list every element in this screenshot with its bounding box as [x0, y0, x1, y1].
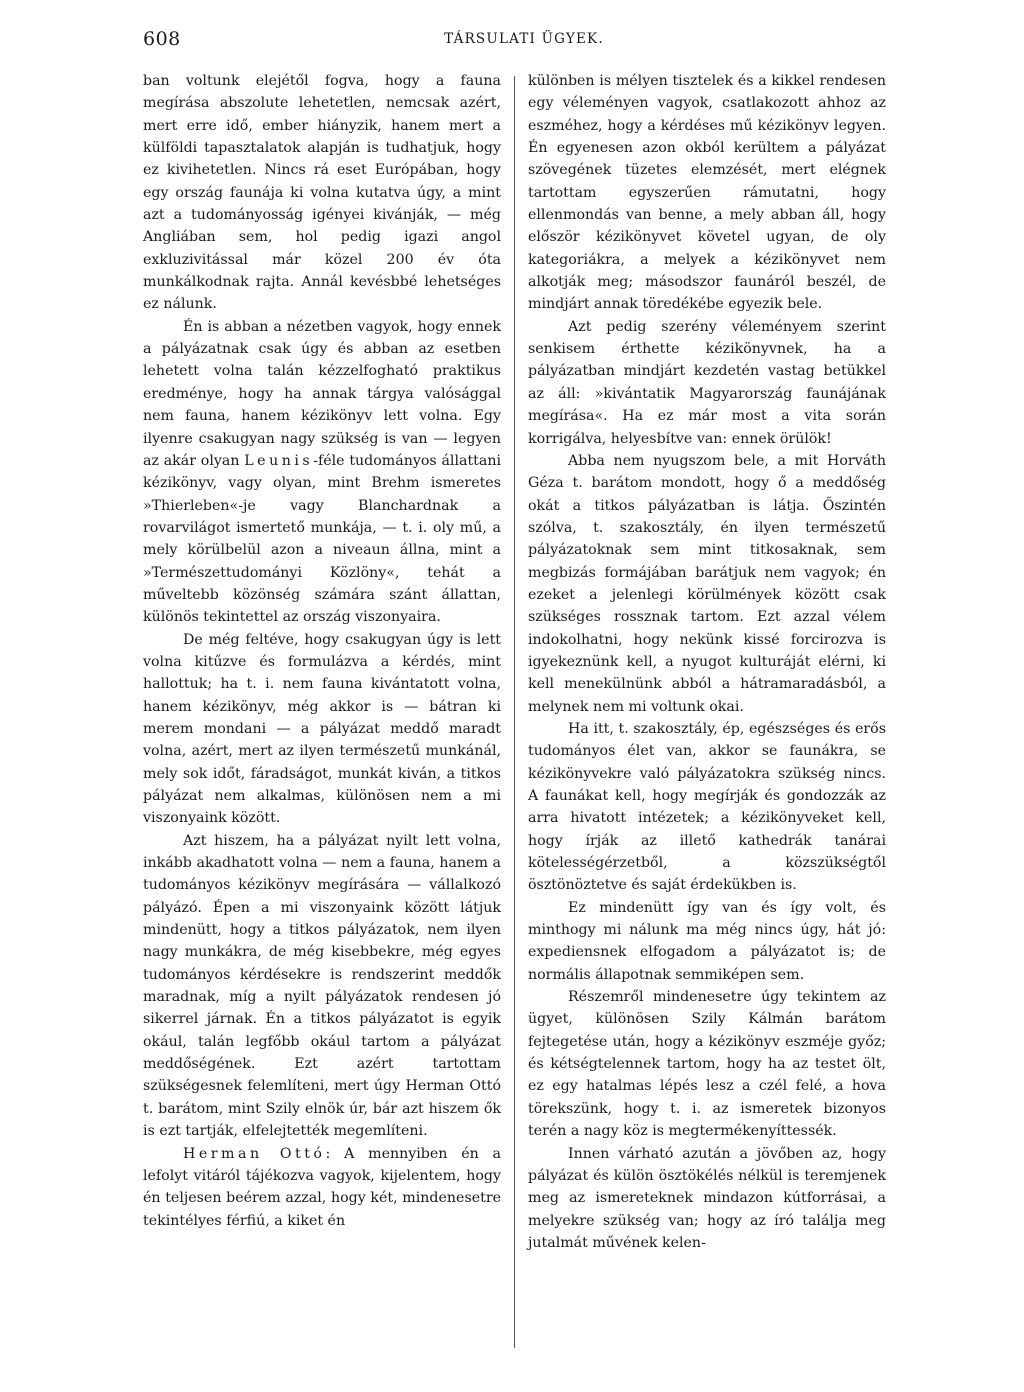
- paragraph: Abba nem nyugszom bele, a mit Horváth Géza t. barátom mondott, hogy ő a meddőség okát a titkos pályázatban is látja. Őszintén szólva, t. szakosztály, én ilyen természetű pályázatoknak sem mint titkosaknak, sem megbizás formájában barátjuk nem vagyok; én ezeket a jelenlegi körülmények között csak szükséges rossznak tartom. Ezt azzal vélem indokolhatni, hogy nekünk kissé forcirozva is igyekeznünk kell, a nyugot kulturáját elérni, ki kell menekülnünk abból a hátramaradásból, a melynek nem mi voltunk okai.: [528, 452, 886, 715]
- paragraph-text: : A mennyiben én a lefolyt vitáról tájékozva vagyok, kijelentem, hogy én teljesen beérem azzal, hogy két, mindenesetre tekintélyes férfiú, a kiket én: [143, 1145, 501, 1229]
- left-column: [143, 70, 501, 1232]
- paragraph: Azt hiszem, ha a pályázat nyilt lett volna, inkább akadhatott volna — nem a fauna, hanem a tudományos kézikönyv megírására — vállalkozó pályázó. Épen a mi viszonyaink között látjuk mindenütt, hogy a titkos pályázatok, nem ilyen nagy munkákra, de még kisebbekre, még egyes tudományos kérdésekre is rendszerint meddők maradnak, míg a nyilt pályázatok rendesen jó sikerrel járnak. Én a titkos pályázatot is egyik okául, talán legfőbb okául tartom a pályázat meddőségének. Ezt azért tartottam szükségesnek felemlíteni, mert úgy Herman Ottó t. barátom, mint Szily elnök úr, bár azt hiszem ők is ezt tartják, elfelejtették megemlíteni.: [143, 832, 501, 1140]
- paragraph: [143, 1143, 501, 1232]
- paragraph: Részemről mindenesetre úgy tekintem az ügyet, különösen Szily Kálmán barátom fejtegetése után, hogy a kézikönyv eszméje győz; és kétségtelennek tartom, hogy ha az testet ölt, ez egy hatalmas lépés lesz a czél felé, a hova törekszünk, hogy t. i. az ismeretek bizonyos terén a nagy köz is megtermékenyíttessék.: [528, 989, 886, 1140]
- speaker-name: Herman Ottó: [183, 1145, 326, 1162]
- page-number: 608: [143, 28, 181, 50]
- paragraph: De még feltéve, hogy csakugyan úgy is lett volna kitűzve és formulázva a kérdés, mint hallottuk; ha t. i. nem fauna kivántatott volna, hanem kézikönyv, még akkor is — bátran ki merem mondani — a pályázat meddő maradt volna, azért, mert az ilyen természetű munkánál, mely sok időt, fáradságot, munkát kiván, a titkos pályázat nem alkalmas, különösen nem a mi viszonyaink között.: [143, 631, 501, 827]
- paragraph: Ha itt, t. szakosztály, ép, egészséges és erős tudományos élet van, akkor se faunákra, se kézikönyvekre való pályázatokra szükség nincs. A faunákat kell, hogy megírják és gondozzák az arra hivatott intézetek; a kézikönyveket kell, hogy írják az illető kathedrák tanárai kötelességérzetből, a közszükségtől ösztönöztetve és saját érdekükben is.: [528, 720, 886, 894]
- paragraph-text: -féle tudományos állattani kézikönyv, vagy olyan, mint Brehm ismeretes »Thierleben«-je vagy Blanchardnak a rovarvilágot ismertető munkája, — t. i. oly mű, a mely körülbelül azon a niveaun állna, mint a »Természettudományi Közlöny«, tehát a műveltebb közönség számára szánt állattan, különös tekintettel az ország viszonyaira.: [143, 452, 501, 626]
- running-head: TÁRSULATI ÜGYEK.: [444, 31, 604, 47]
- paragraph: Innen várható azután a jövőben az, hogy pályázat és külön ösztökélés nélkül is teremjenek meg az ismereteknek mindazon kútforrásai, a melyekre szükség van; hogy az író találja meg jutalmát művének kelen-: [528, 1145, 886, 1251]
- paragraph: különben is mélyen tisztelek és a kikkel rendesen egy véleményen vagyok, csatlakozott ahhoz az eszméhez, hogy a kérdéses mű kézikönyv legyen. Én egyenesen azon okból kerültem a pályázat szövegének tüzetes elemzését, mert elégnek tartottam egyszerűen rámutatni, hogy ellenmondás van benne, a mely abban áll, hogy először kézikönyvet követel ugyan, de oly kategoriákra, a melyek a kézikönyvet nem alkotják meg; másodszor faunáról beszél, de mindjárt annak töredékébe egyezik bele.: [528, 73, 886, 313]
- right-column: [528, 70, 886, 1254]
- paragraph: [143, 316, 501, 629]
- paragraph: ban voltunk elejétől fogva, hogy a fauna megírása abszolute lehetetlen, nemcsak azért, mert erre idő, ember hiányzik, hanem mert a külföldi tapasztalatok alapján is tudhatjuk, hogy ez kivihetetlen. Nincs rá eset Európában, hogy egy ország faunája ki volna kutatva úgy, a mint azt a tudományosság igényei kivánják, — még Angliában sem, hol pedig igazi angol exkluzivitással már közel 200 év óta munkálkodnak rajta. Annál kevésbbé lehetséges ez nálunk.: [143, 73, 501, 313]
- paragraph-text: Én is abban a nézetben vagyok, hogy ennek a pályázatnak csak úgy és abban az esetben lehetett volna talán kézzelfogható praktikus eredménye, hogy ha annak tárgya valósággal nem fauna, hanem kézikönyv lett volna. Egy ilyenre csakugyan nagy szükség is van — legyen az akár olyan: [143, 318, 501, 469]
- column-divider: [514, 76, 515, 1348]
- paragraph: Azt pedig szerény véleményem szerint senkisem érthette kézikönyvnek, ha a pályázatban mindjárt kezdetén vastag betükkel az áll: »kivántatik Magyarország faunájának megírása«. Ha ez már most a vita során korrigálva, helyesbítve van: ennek örülök!: [528, 318, 886, 447]
- author-name-leunis: Leunis: [244, 452, 314, 469]
- paragraph: Ez mindenütt így van és így volt, és minthogy mi nálunk ma még nincs úgy, hát jó: expediensnek elfogadom a pályázatot is; de normális állapotnak semmiképen sem.: [528, 899, 886, 983]
